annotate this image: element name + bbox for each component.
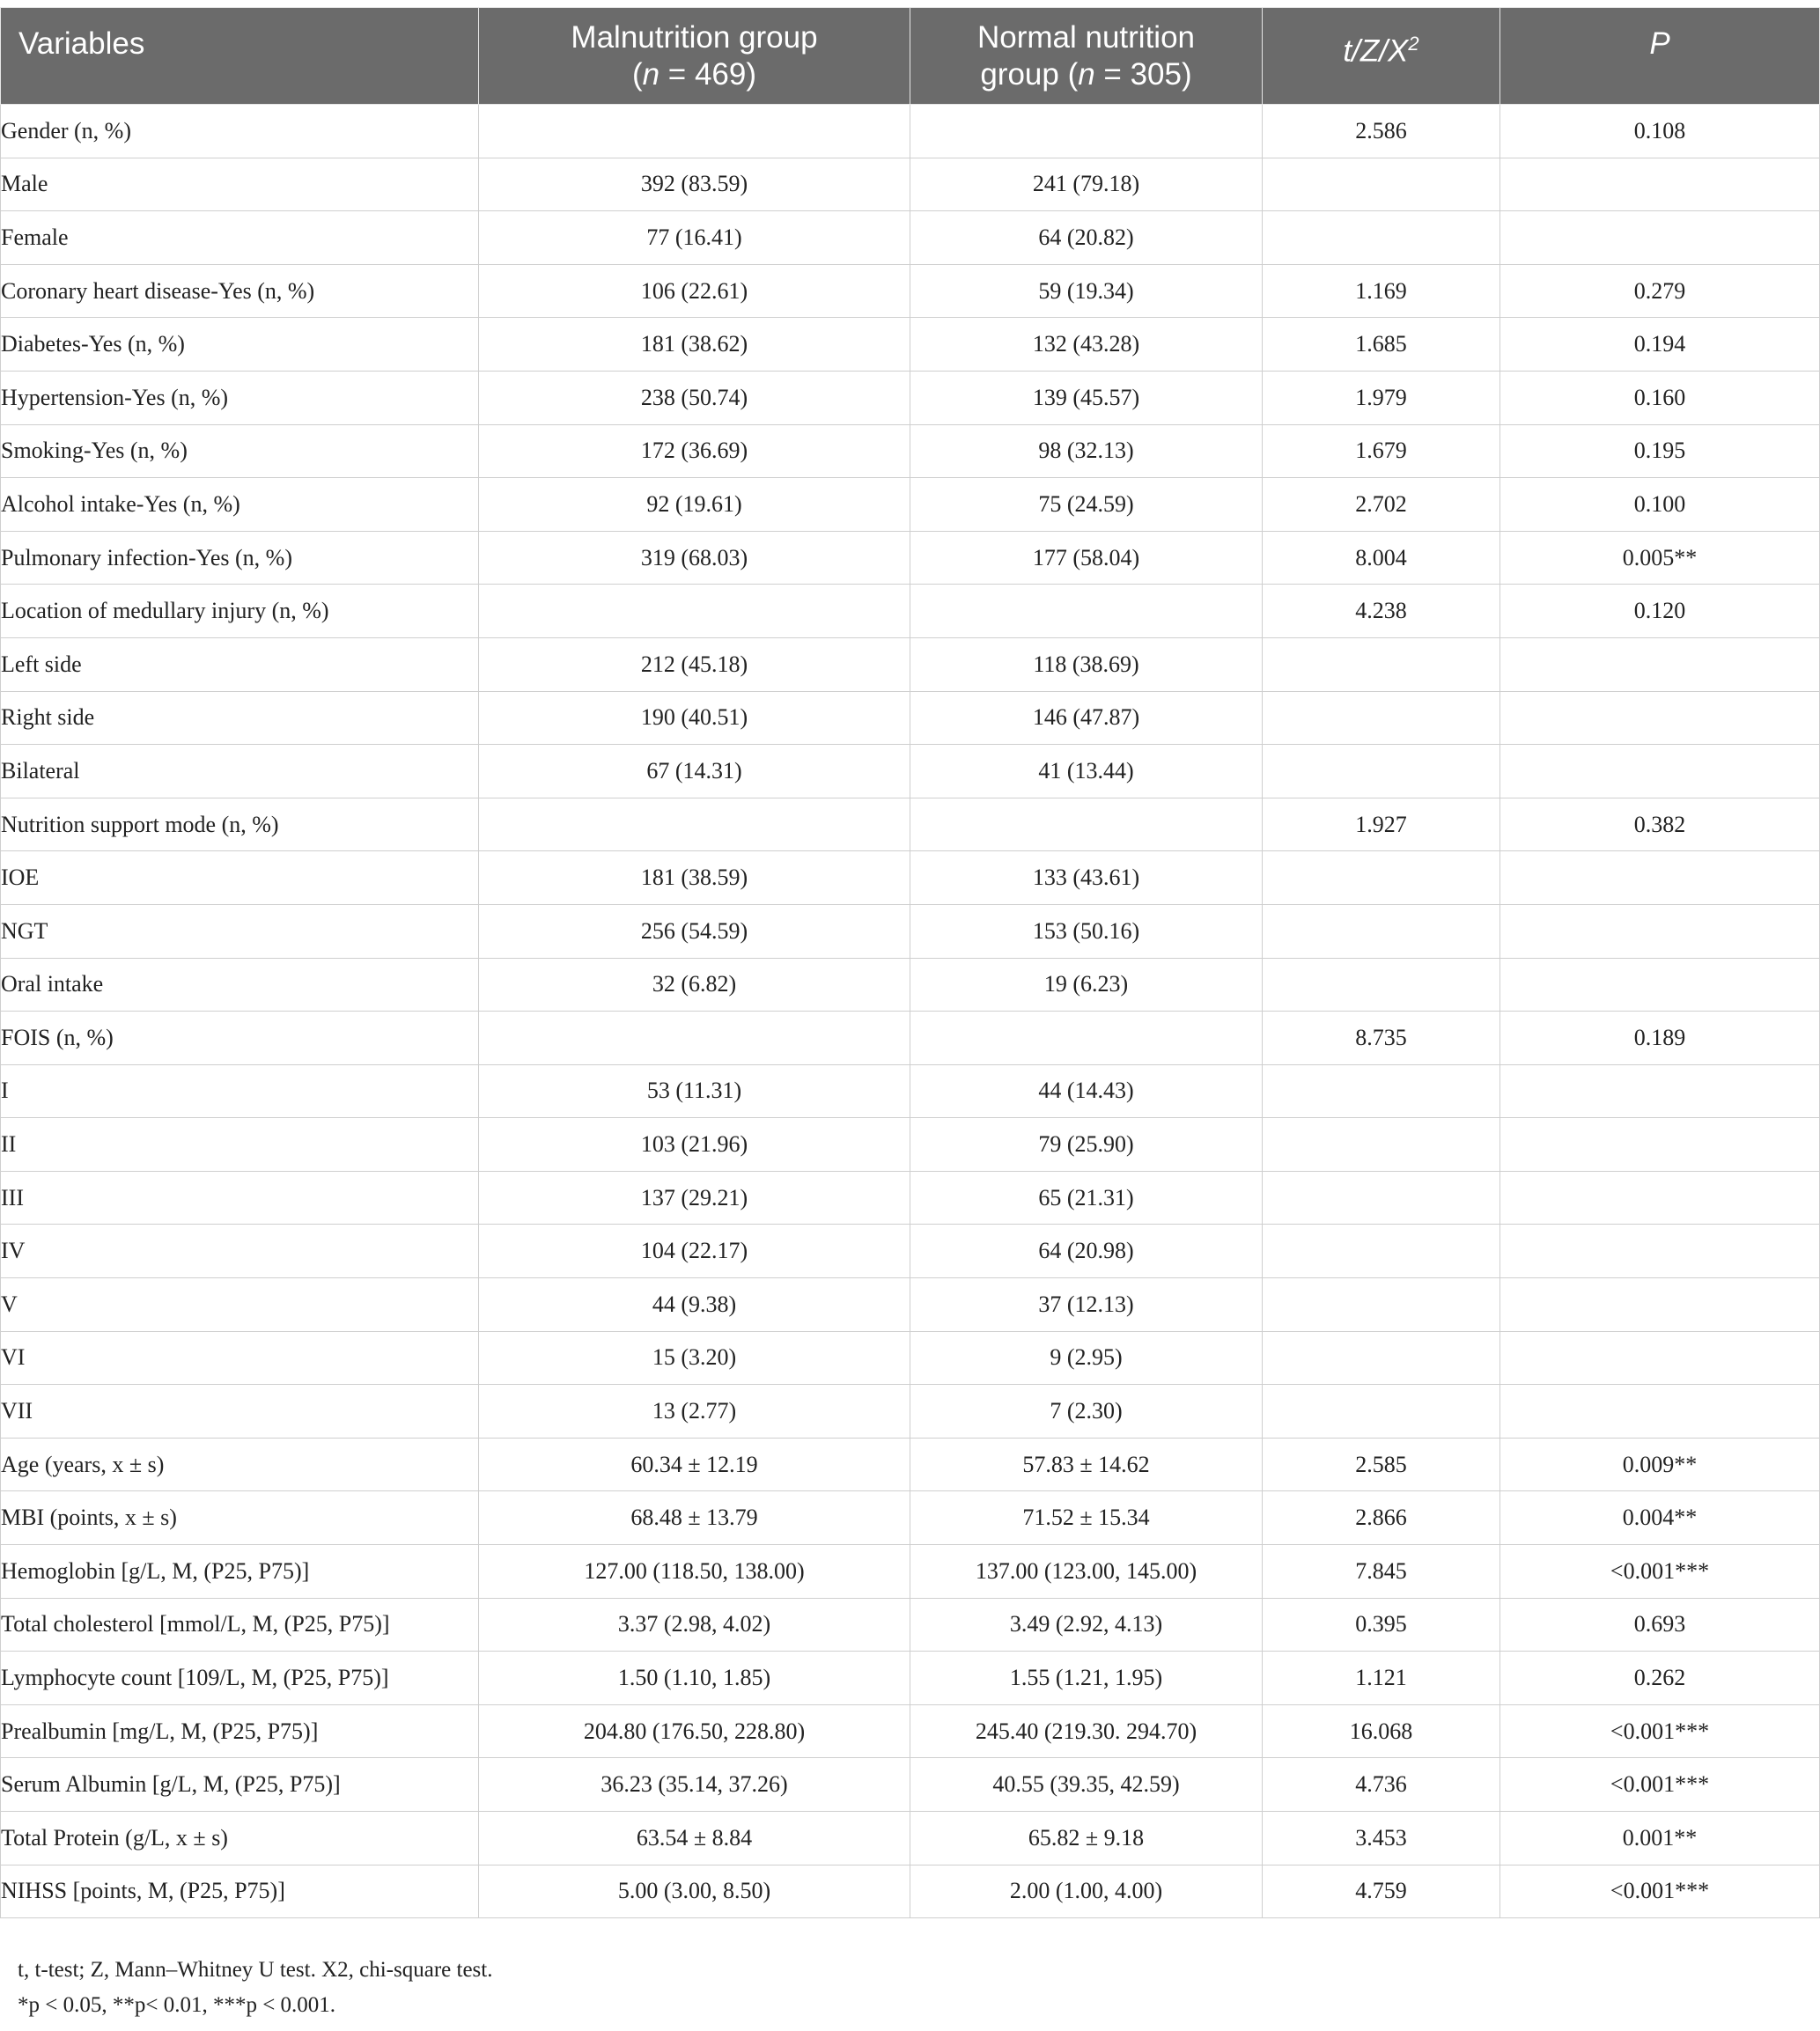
table-row <box>1 585 1820 638</box>
test-statistic: 16.068 <box>1263 1704 1500 1758</box>
table-row <box>1 1171 1820 1225</box>
test-statistic <box>1263 1171 1500 1225</box>
malnutrition-value: 1.50 (1.10, 1.85) <box>479 1652 910 1705</box>
table-row <box>1 958 1820 1012</box>
test-statistic <box>1263 158 1500 211</box>
normal-value: 137.00 (123.00, 145.00) <box>910 1545 1263 1599</box>
row-label: Bilateral <box>1 745 479 798</box>
p-value: 0.279 <box>1500 264 1820 318</box>
normal-value: 37 (12.13) <box>910 1278 1263 1332</box>
row-label: Female <box>1 211 479 265</box>
table-row <box>1 637 1820 691</box>
normal-value <box>910 798 1263 851</box>
row-label: Alcohol intake-Yes (n, %) <box>1 478 479 532</box>
row-label: Prealbumin [mg/L, M, (P25, P75)] <box>1 1704 479 1758</box>
normal-value: 245.40 (219.30. 294.70) <box>910 1704 1263 1758</box>
test-statistic <box>1263 691 1500 745</box>
test-statistic: 1.679 <box>1263 424 1500 478</box>
test-statistic <box>1263 637 1500 691</box>
p-value: <0.001*** <box>1500 1865 1820 1918</box>
row-label: MBI (points, x ± s) <box>1 1491 479 1545</box>
test-statistic: 4.759 <box>1263 1865 1500 1918</box>
malnutrition-value: 68.48 ± 13.79 <box>479 1491 910 1545</box>
table-row <box>1 1225 1820 1278</box>
p-value <box>1500 958 1820 1012</box>
malnutrition-value: 3.37 (2.98, 4.02) <box>479 1598 910 1652</box>
test-statistic: 8.004 <box>1263 531 1500 585</box>
normal-value: 7 (2.30) <box>910 1385 1263 1439</box>
normal-value: 132 (43.28) <box>910 318 1263 372</box>
normal-value: 9 (2.95) <box>910 1331 1263 1385</box>
row-label: Smoking-Yes (n, %) <box>1 424 479 478</box>
table-row <box>1 1652 1820 1705</box>
table-row <box>1 1331 1820 1385</box>
normal-value: 65.82 ± 9.18 <box>910 1812 1263 1865</box>
table-row <box>1 531 1820 585</box>
table-row <box>1 1064 1820 1118</box>
row-label: Nutrition support mode (n, %) <box>1 798 479 851</box>
malnutrition-value: 212 (45.18) <box>479 637 910 691</box>
p-value: <0.001*** <box>1500 1545 1820 1599</box>
p-value: 0.195 <box>1500 424 1820 478</box>
malnutrition-value: 5.00 (3.00, 8.50) <box>479 1865 910 1918</box>
p-value <box>1500 211 1820 265</box>
p-value <box>1500 637 1820 691</box>
normal-value: 241 (79.18) <box>910 158 1263 211</box>
table-row <box>1 851 1820 905</box>
normal-value: 98 (32.13) <box>910 424 1263 478</box>
table-row <box>1 1491 1820 1545</box>
test-statistic <box>1263 851 1500 905</box>
test-statistic: 4.238 <box>1263 585 1500 638</box>
normal-value: 1.55 (1.21, 1.95) <box>910 1652 1263 1705</box>
p-value: 0.009** <box>1500 1438 1820 1491</box>
p-value: 0.189 <box>1500 1012 1820 1065</box>
normal-value: 146 (47.87) <box>910 691 1263 745</box>
test-statistic <box>1263 1278 1500 1332</box>
test-statistic <box>1263 1064 1500 1118</box>
p-value <box>1500 904 1820 958</box>
table-row <box>1 1545 1820 1599</box>
row-label: V <box>1 1278 479 1332</box>
table-row <box>1 904 1820 958</box>
normal-value <box>910 585 1263 638</box>
malnutrition-value: 137 (29.21) <box>479 1171 910 1225</box>
malnutrition-value: 36.23 (35.14, 37.26) <box>479 1758 910 1812</box>
malnutrition-value: 77 (16.41) <box>479 211 910 265</box>
p-value <box>1500 1278 1820 1332</box>
header-p-value: P <box>1500 8 1820 105</box>
table-row <box>1 105 1820 158</box>
p-value <box>1500 158 1820 211</box>
test-statistic: 2.702 <box>1263 478 1500 532</box>
p-value <box>1500 1225 1820 1278</box>
malnutrition-value: 92 (19.61) <box>479 478 910 532</box>
row-label: IOE <box>1 851 479 905</box>
table-row <box>1 211 1820 265</box>
p-value: 0.100 <box>1500 478 1820 532</box>
table-row <box>1 1438 1820 1491</box>
p-value: 0.194 <box>1500 318 1820 372</box>
row-label: Total cholesterol [mmol/L, M, (P25, P75)] <box>1 1598 479 1652</box>
row-label: Location of medullary injury (n, %) <box>1 585 479 638</box>
test-statistic <box>1263 745 1500 798</box>
header-malnutrition-group: Malnutrition group (n = 469) <box>479 8 910 105</box>
p-value <box>1500 1331 1820 1385</box>
table-row <box>1 1118 1820 1172</box>
malnutrition-value: 103 (21.96) <box>479 1118 910 1172</box>
p-value <box>1500 745 1820 798</box>
p-value <box>1500 1118 1820 1172</box>
normal-value: 139 (45.57) <box>910 371 1263 424</box>
normal-value: 3.49 (2.92, 4.13) <box>910 1598 1263 1652</box>
malnutrition-value: 13 (2.77) <box>479 1385 910 1439</box>
normal-value: 64 (20.98) <box>910 1225 1263 1278</box>
malnutrition-value: 53 (11.31) <box>479 1064 910 1118</box>
p-value: 0.262 <box>1500 1652 1820 1705</box>
row-label: VII <box>1 1385 479 1439</box>
malnutrition-value: 106 (22.61) <box>479 264 910 318</box>
malnutrition-value: 204.80 (176.50, 228.80) <box>479 1704 910 1758</box>
normal-value: 44 (14.43) <box>910 1064 1263 1118</box>
malnutrition-value <box>479 105 910 158</box>
row-label: II <box>1 1118 479 1172</box>
table-header-row <box>1 8 1820 105</box>
p-value: 0.005** <box>1500 531 1820 585</box>
p-value: <0.001*** <box>1500 1758 1820 1812</box>
row-label: Right side <box>1 691 479 745</box>
p-value: 0.693 <box>1500 1598 1820 1652</box>
test-statistic <box>1263 904 1500 958</box>
malnutrition-value <box>479 798 910 851</box>
malnutrition-value <box>479 1012 910 1065</box>
p-value: <0.001*** <box>1500 1704 1820 1758</box>
test-statistic: 3.453 <box>1263 1812 1500 1865</box>
test-statistic <box>1263 1331 1500 1385</box>
normal-value: 2.00 (1.00, 4.00) <box>910 1865 1263 1918</box>
malnutrition-value: 127.00 (118.50, 138.00) <box>479 1545 910 1599</box>
test-statistic: 1.979 <box>1263 371 1500 424</box>
test-statistic: 7.845 <box>1263 1545 1500 1599</box>
table-row <box>1 1704 1820 1758</box>
footnote-line1: t, t-test; Z, Mann–Whitney U test. X2, chi-square test. <box>18 1958 493 1982</box>
test-statistic: 8.735 <box>1263 1012 1500 1065</box>
malnutrition-value: 44 (9.38) <box>479 1278 910 1332</box>
normal-value: 57.83 ± 14.62 <box>910 1438 1263 1491</box>
normal-value: 118 (38.69) <box>910 637 1263 691</box>
row-label: Diabetes-Yes (n, %) <box>1 318 479 372</box>
header-variables: Variables <box>1 8 479 105</box>
test-statistic <box>1263 211 1500 265</box>
header-test-statistic: $t/Z/X^2$ <box>1263 8 1500 105</box>
row-label: Male <box>1 158 479 211</box>
row-label: Oral intake <box>1 958 479 1012</box>
test-statistic <box>1263 1225 1500 1278</box>
normal-value: 59 (19.34) <box>910 264 1263 318</box>
table-row <box>1 424 1820 478</box>
table-footnote-significance <box>18 1993 335 2018</box>
baseline-characteristics-table <box>0 7 1820 1918</box>
table-row <box>1 1758 1820 1812</box>
p-value: 0.004** <box>1500 1491 1820 1545</box>
test-statistic: 1.121 <box>1263 1652 1500 1705</box>
normal-value: 40.55 (39.35, 42.59) <box>910 1758 1263 1812</box>
row-label: FOIS (n, %) <box>1 1012 479 1065</box>
normal-value: 177 (58.04) <box>910 531 1263 585</box>
p-value <box>1500 851 1820 905</box>
row-label: Lymphocyte count [109/L, M, (P25, P75)] <box>1 1652 479 1705</box>
malnutrition-value: 32 (6.82) <box>479 958 910 1012</box>
table-row <box>1 745 1820 798</box>
row-label: I <box>1 1064 479 1118</box>
p-value: 0.108 <box>1500 105 1820 158</box>
row-label: IV <box>1 1225 479 1278</box>
table-row <box>1 1598 1820 1652</box>
row-label: Coronary heart disease-Yes (n, %) <box>1 264 479 318</box>
test-statistic: 2.585 <box>1263 1438 1500 1491</box>
table-row <box>1 318 1820 372</box>
row-label: Total Protein (g/L, x ± s) <box>1 1812 479 1865</box>
row-label: Hemoglobin [g/L, M, (P25, P75)] <box>1 1545 479 1599</box>
malnutrition-value: 190 (40.51) <box>479 691 910 745</box>
malnutrition-value: 104 (22.17) <box>479 1225 910 1278</box>
row-label: Age (years, x ± s) <box>1 1438 479 1491</box>
table-row <box>1 1385 1820 1439</box>
row-label: Left side <box>1 637 479 691</box>
test-statistic <box>1263 1385 1500 1439</box>
table-footnote-tests <box>18 1958 492 1983</box>
normal-value <box>910 105 1263 158</box>
p-value <box>1500 1064 1820 1118</box>
test-statistic: 1.927 <box>1263 798 1500 851</box>
row-label: Hypertension-Yes (n, %) <box>1 371 479 424</box>
p-value: 0.160 <box>1500 371 1820 424</box>
malnutrition-value: 256 (54.59) <box>479 904 910 958</box>
table-row <box>1 158 1820 211</box>
malnutrition-value: 392 (83.59) <box>479 158 910 211</box>
table-row <box>1 371 1820 424</box>
table-row <box>1 1865 1820 1918</box>
normal-value: 79 (25.90) <box>910 1118 1263 1172</box>
malnutrition-value: 319 (68.03) <box>479 531 910 585</box>
malnutrition-value: 60.34 ± 12.19 <box>479 1438 910 1491</box>
normal-value: 133 (43.61) <box>910 851 1263 905</box>
malnutrition-value: 63.54 ± 8.84 <box>479 1812 910 1865</box>
malnutrition-value: 181 (38.62) <box>479 318 910 372</box>
test-statistic: 1.685 <box>1263 318 1500 372</box>
malnutrition-value: 15 (3.20) <box>479 1331 910 1385</box>
test-statistic <box>1263 958 1500 1012</box>
malnutrition-value: 67 (14.31) <box>479 745 910 798</box>
test-statistic: 2.866 <box>1263 1491 1500 1545</box>
table-row <box>1 478 1820 532</box>
row-label: III <box>1 1171 479 1225</box>
malnutrition-value: 172 (36.69) <box>479 424 910 478</box>
row-label: VI <box>1 1331 479 1385</box>
table-row <box>1 1812 1820 1865</box>
normal-value <box>910 1012 1263 1065</box>
malnutrition-value: 181 (38.59) <box>479 851 910 905</box>
normal-value: 71.52 ± 15.34 <box>910 1491 1263 1545</box>
row-label: Pulmonary infection-Yes (n, %) <box>1 531 479 585</box>
table-row <box>1 264 1820 318</box>
p-value: 0.120 <box>1500 585 1820 638</box>
malnutrition-value: 238 (50.74) <box>479 371 910 424</box>
test-statistic <box>1263 1118 1500 1172</box>
table-row <box>1 1278 1820 1332</box>
test-statistic: 0.395 <box>1263 1598 1500 1652</box>
normal-value: 64 (20.82) <box>910 211 1263 265</box>
p-value: 0.382 <box>1500 798 1820 851</box>
row-label: NIHSS [points, M, (P25, P75)] <box>1 1865 479 1918</box>
normal-value: 65 (21.31) <box>910 1171 1263 1225</box>
p-value <box>1500 691 1820 745</box>
normal-value: 153 (50.16) <box>910 904 1263 958</box>
test-statistic: 1.169 <box>1263 264 1500 318</box>
table-body <box>1 105 1820 1918</box>
normal-value: 75 (24.59) <box>910 478 1263 532</box>
row-label: Serum Albumin [g/L, M, (P25, P75)] <box>1 1758 479 1812</box>
p-value <box>1500 1171 1820 1225</box>
malnutrition-value <box>479 585 910 638</box>
p-value <box>1500 1385 1820 1439</box>
test-statistic: 2.586 <box>1263 105 1500 158</box>
header-normal-nutrition-group: Normal nutrition group (n = 305) <box>910 8 1263 105</box>
table-row <box>1 1012 1820 1065</box>
test-statistic: 4.736 <box>1263 1758 1500 1812</box>
normal-value: 41 (13.44) <box>910 745 1263 798</box>
p-value: 0.001** <box>1500 1812 1820 1865</box>
footnote-line2: *p < 0.05, **p< 0.01, ***p < 0.001. <box>18 1993 336 2017</box>
normal-value: 19 (6.23) <box>910 958 1263 1012</box>
row-label: Gender (n, %) <box>1 105 479 158</box>
row-label: NGT <box>1 904 479 958</box>
table-row <box>1 691 1820 745</box>
table-row <box>1 798 1820 851</box>
